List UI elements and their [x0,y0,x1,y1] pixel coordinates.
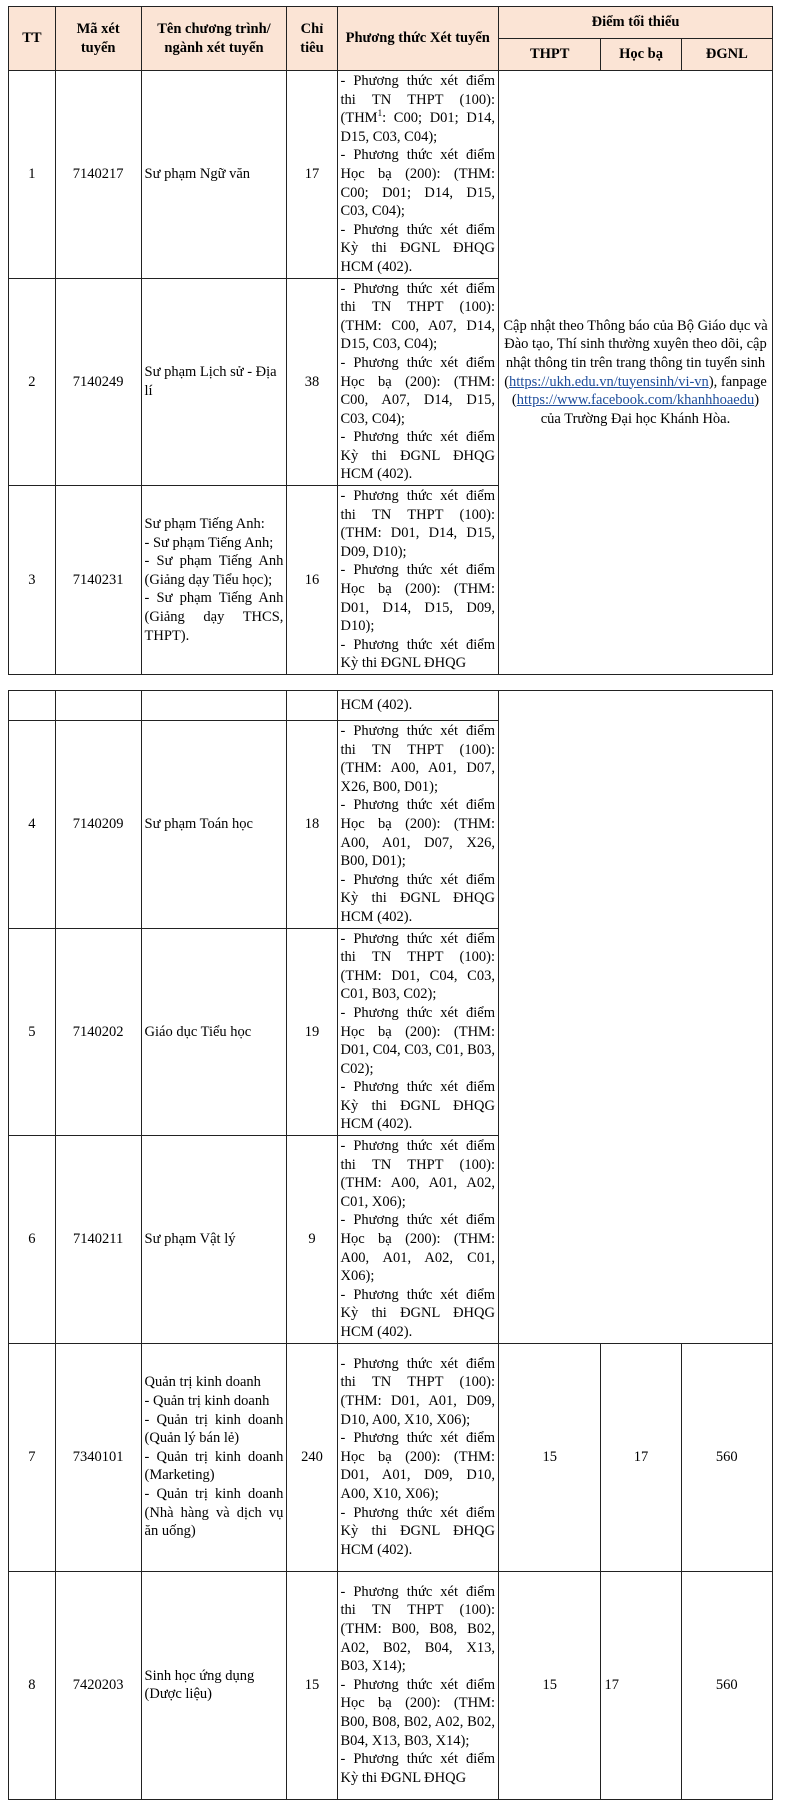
method-hocba: - Phương thức xét điểm Học bạ (200): (THM: D01, D14, D15, D09, D10); [340,562,495,635]
method-thpt: - Phương thức xét điểm thi TN THPT (100): (THM: B00, B08, B02, A02, B02, B04, X13, B03, X14); [340,1583,495,1675]
fanpage-link[interactable]: https://www.facebook.com/khanhhoaedu [516,392,755,409]
row-program-name: Quản trị kinh doanh - Quản trị kinh doanh - Quản trị kinh doanh (Quản lý bán lẻ) - Quản trị kinh doanh (Marketing) - Quản trị kinh doanh (Nhà hàng và dịch vụ ăn uống) [141,1343,287,1571]
score-thpt: 15 [498,1571,600,1799]
method-dgnl: - Phương thức xét điểm Kỳ thi ĐGNL ĐHQG HCM (402). [340,221,495,275]
row-tt: 4 [9,721,56,929]
method-dgnl: - Phương thức xét điểm Kỳ thi ĐGNL ĐHQG HCM (402). [340,1079,495,1133]
table-row [9,1343,773,1571]
row-program-name: Sư phạm Tiếng Anh: - Sư phạm Tiếng Anh; - Sư phạm Tiếng Anh (Giảng dạy Tiểu học); - Sư phạm Tiếng Anh (Giảng dạy THCS, THPT). [141,486,287,675]
row-methods [337,71,498,279]
score-thpt: 15 [498,1343,600,1571]
empty-score-cell [498,691,772,1344]
row-program-name: Sinh học ứng dụng (Dược liệu) [141,1571,287,1799]
method-thpt: - Phương thức xét điểm thi TN THPT (100): (THM: D01, C04, C03, C01, B03, C02); [340,930,495,1003]
row-quota: 38 [287,278,337,486]
row-code: 7140231 [55,486,141,675]
row-code: 7140209 [55,721,141,929]
header-method: Phương thức Xét tuyển [337,7,498,71]
score-hocba: 17 [601,1571,681,1799]
row-code: 7140202 [55,928,141,1136]
row-quota: 240 [287,1343,337,1571]
score-dgnl: 560 [681,1343,772,1571]
row-tt: 7 [9,1343,56,1571]
row-tt: 2 [9,278,56,486]
method-dgnl-continued: HCM (402). [337,691,498,721]
row-tt: 8 [9,1571,56,1799]
row-methods [337,721,498,929]
method-hocba: - Phương thức xét điểm Học bạ (200): (THM: A00, A01, D07, X26, B00, D01); [340,797,495,870]
row-quota: 17 [287,71,337,279]
score-hocba: 17 [601,1343,681,1571]
admission-table-part1 [8,6,773,675]
method-dgnl: - Phương thức xét điểm Kỳ thi ĐGNL ĐHQG HCM (402). [340,871,495,925]
row-code: 7140217 [55,71,141,279]
row-methods [337,928,498,1136]
row-code: 7140249 [55,278,141,486]
row-tt: 3 [9,486,56,675]
row-methods [337,486,498,675]
method-thpt: - Phương thức xét điểm thi TN THPT (100): (THM: A00, A01, A02, C01, X06); [340,1138,495,1210]
table-row [9,1571,773,1799]
header-hocba: Học bạ [601,39,681,71]
row-quota: 9 [287,1136,337,1344]
row-program-name: Giáo dục Tiểu học [141,928,287,1136]
header-thpt: THPT [498,39,600,71]
method-thpt: - Phương thức xét điểm thi TN THPT (100): (THM: D01, D14, D15, D09, D10); [340,488,495,560]
header-program: Tên chương trình/ ngành xét tuyển [141,7,287,71]
method-hocba: - Phương thức xét điểm Học bạ (200): (THM: D01, A01, D09, D10, A00, X10, X06); [340,1430,495,1502]
row-methods [337,278,498,486]
table-row-continuation [9,691,773,721]
row-tt: 1 [9,71,56,279]
row-program-name: Sư phạm Lịch sử - Địa lí [141,278,287,486]
score-dgnl: 560 [681,1571,772,1799]
header-tt: TT [9,7,56,71]
method-hocba: - Phương thức xét điểm Học bạ (200): (THM: B00, B08, B02, A02, B02, B04, X13, B03, X14); [340,1676,495,1749]
row-tt: 5 [9,928,56,1136]
method-hocba: - Phương thức xét điểm Học bạ (200): (THM: C00; D01; D14, D15, C03, C04); [340,147,495,220]
row-program-name: Sư phạm Toán học [141,721,287,929]
table-row [9,71,773,279]
row-quota: 18 [287,721,337,929]
row-code: 7340101 [55,1343,141,1571]
method-hocba: - Phương thức xét điểm Học bạ (200): (THM: C00, A07, D14, D15, C03, C04); [340,354,495,427]
method-dgnl: - Phương thức xét điểm Kỳ thi ĐGNL ĐHQG HCM (402). [340,1286,495,1340]
row-methods [337,1136,498,1344]
method-dgnl: - Phương thức xét điểm Kỳ thi ĐGNL ĐHQG [340,1751,495,1786]
admission-site-link[interactable]: https://ukh.edu.vn/tuyensinh/vi-vn [509,373,709,390]
row-code: 7420203 [55,1571,141,1799]
row-code: 7140211 [55,1136,141,1344]
method-thpt: - Phương thức xét điểm thi TN THPT (100): (THM: A00, A01, D07, X26, B00, D01); [340,723,495,795]
row-tt: 6 [9,1136,56,1344]
row-program-name: Sư phạm Vật lý [141,1136,287,1344]
row-methods [337,1343,498,1571]
method-dgnl: - Phương thức xét điểm Kỳ thi ĐGNL ĐHQG HCM (402). [340,1504,495,1558]
method-thpt: - Phương thức xét điểm thi TN THPT (100): (THM: C00, A07, D14, D15, C03, C04); [340,280,495,353]
method-hocba: - Phương thức xét điểm Học bạ (200): (THM: A00, A01, A02, C01, X06); [340,1212,495,1285]
method-dgnl: - Phương thức xét điểm Kỳ thi ĐGNL ĐHQG [340,636,495,672]
header-min-score: Điểm tối thiểu [498,7,772,39]
admission-table-part2 [8,690,773,1800]
row-methods [337,1571,498,1799]
method-thpt: - Phương thức xét điểm thi TN THPT (100): (THM$^1$: C00; D01; D14, D15, C03, C04); [340,73,495,145]
row-quota: 15 [287,1571,337,1799]
min-score-note: Cập nhật theo Thông báo của Bộ Giáo dục và Đào tạo, Thí sinh thường xuyên theo dõi, cập nhật thông tin trên trang thông tin tuyển sinh (https://ukh.edu.vn/tuyensinh/vi-vn), fanpage (https://www.facebook.com/khanhhoaedu) của Trường Đại học Khánh Hòa. [498,71,772,675]
header-dgnl: ĐGNL [681,39,772,71]
row-program-name: Sư phạm Ngữ văn [141,71,287,279]
row-quota: 16 [287,486,337,675]
method-dgnl: - Phương thức xét điểm Kỳ thi ĐGNL ĐHQG HCM (402). [340,429,495,483]
header-code: Mã xét tuyển [55,7,141,71]
row-quota: 19 [287,928,337,1136]
method-hocba: - Phương thức xét điểm Học bạ (200): (THM: D01, C04, C03, C01, B03, C02); [340,1004,495,1077]
method-thpt: - Phương thức xét điểm thi TN THPT (100): (THM: D01, A01, D09, D10, A00, X10, X06); [340,1355,495,1428]
header-quota: Chỉ tiêu [287,7,337,71]
